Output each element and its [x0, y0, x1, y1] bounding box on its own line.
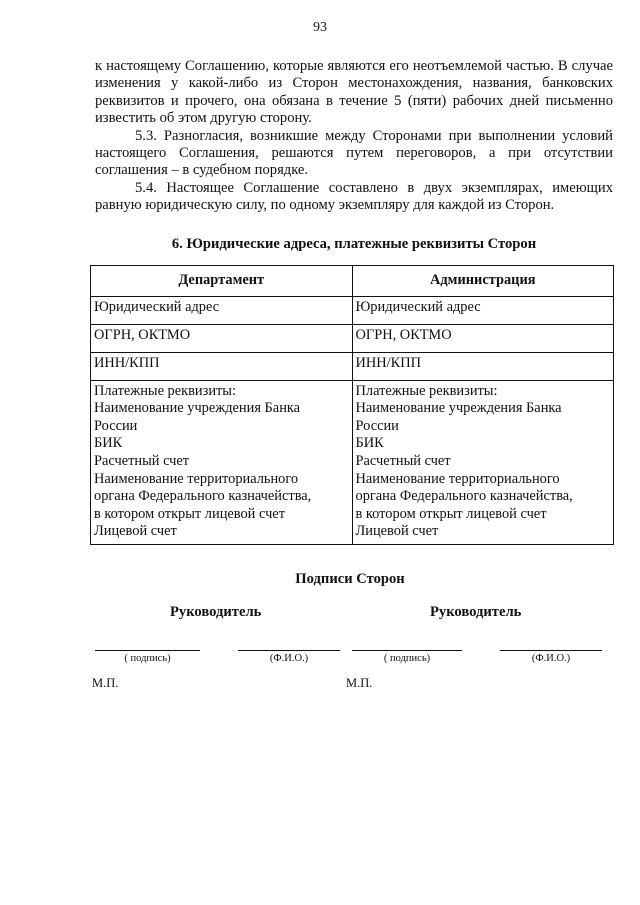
payment-line: Наименование учреждения Банка	[355, 400, 562, 417]
payment-line: Наименование учреждения Банка	[94, 400, 301, 417]
paragraph-continuation: к настоящему Соглашению, которые являются его неотъемлемой частью. В случае изменения у какой-либо из Сторон местонахождения, названия, банковских реквизитов и прочего, она обязана в течение 5 (пяти) рабочих дней письменно известить об этом другую сторону.	[95, 58, 613, 127]
payment-line: Лицевой счет	[94, 523, 177, 540]
payment-line: БИК	[94, 435, 123, 452]
body-text	[95, 58, 613, 215]
left-signature-caption: ( подпись)	[124, 653, 171, 664]
payment-line: Наименование территориального	[94, 470, 299, 487]
payment-line: Расчетный счет	[355, 452, 451, 469]
payment-line: России	[355, 417, 399, 434]
requisites-table	[90, 265, 614, 545]
payment-details-left	[91, 380, 353, 544]
payment-line: Лицевой счет	[355, 523, 439, 540]
paragraph-5-4: 5.4. Настоящее Соглашение составлено в двух экземплярах, имеющих равную юридическую силу, по одному экземпляру для каждой из Сторон.	[95, 179, 613, 214]
payment-line: Платежные реквизиты:	[355, 382, 498, 399]
legal-address-left: Юридический адрес	[91, 296, 353, 324]
right-name-line	[500, 650, 602, 651]
table-row	[91, 296, 614, 324]
table-header-row	[91, 266, 614, 297]
section-heading: 6. Юридические адреса, платежные реквизиты Сторон	[171, 236, 537, 252]
left-stamp-place: М.П.	[92, 676, 119, 690]
right-signature-caption: ( подпись)	[383, 653, 431, 664]
right-name-caption: (Ф.И.О.)	[531, 653, 571, 664]
signatures-heading: Подписи Сторон	[295, 571, 405, 587]
ogrn-right: ОГРН, ОКТМО	[352, 324, 614, 352]
payment-details-right	[352, 380, 614, 544]
ogrn-left: ОГРН, ОКТМО	[91, 324, 353, 352]
payment-line: органа Федерального казначейства,	[355, 488, 573, 505]
left-name-line	[238, 650, 340, 651]
right-signature-line	[352, 650, 462, 651]
right-stamp-place: М.П.	[346, 676, 373, 690]
payment-line: Наименование территориального	[355, 470, 560, 487]
table-row	[91, 352, 614, 380]
inn-left: ИНН/КПП	[91, 352, 353, 380]
payment-line: органа Федерального казначейства,	[94, 488, 312, 505]
table-row	[91, 380, 614, 544]
table-row	[91, 324, 614, 352]
paragraph-5-3: 5.3. Разногласия, возникшие между Сторонами при выполнении условий настоящего Соглашения, решаются путем переговоров, а при отсутствии соглашения – в судебном порядке.	[95, 127, 613, 179]
column-header-department: Департамент	[91, 266, 353, 297]
page-number: 93	[313, 20, 327, 35]
column-header-administration: Администрация	[352, 266, 614, 297]
payment-line: в котором открыт лицевой счет	[355, 505, 547, 522]
payment-line: БИК	[355, 435, 384, 452]
payment-line: России	[94, 417, 138, 434]
inn-right: ИНН/КПП	[352, 352, 614, 380]
legal-address-right: Юридический адрес	[352, 296, 614, 324]
left-role-title: Руководитель	[170, 604, 262, 620]
right-role-title: Руководитель	[430, 604, 522, 620]
payment-line: Платежные реквизиты:	[94, 382, 236, 399]
payment-line: в котором открыт лицевой счет	[94, 505, 285, 522]
payment-line: Расчетный счет	[94, 452, 190, 469]
left-signature-line	[95, 650, 200, 651]
left-name-caption: (Ф.И.О.)	[269, 653, 309, 664]
